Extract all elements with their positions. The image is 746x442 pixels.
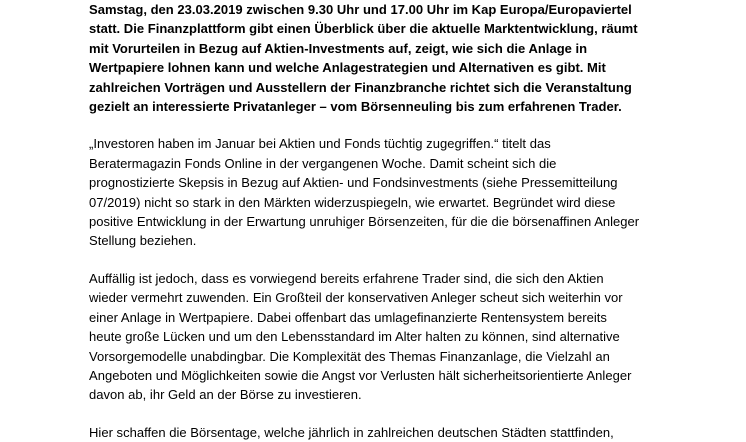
body-line: 07/2019) nicht so stark in den Märkten widerzuspiegeln, wie erwartet. Begründet wird diese (89, 194, 616, 210)
body-paragraph-boersentage (89, 423, 699, 442)
paragraph-spacer (89, 251, 699, 269)
intro-line: Wertpapiere lohnen kann und welche Anlagestrategien und Alternativen es gibt. Mit (89, 60, 606, 76)
body-line: heute große Lücken und um den Lebensstandard im Alter halten zu können, sind alternative (89, 329, 620, 345)
intro-paragraph (89, 0, 699, 116)
body-paragraph-investors (89, 134, 699, 250)
paragraph-spacer (89, 116, 699, 134)
body-line: wieder vermehrt zuwenden. Ein Großteil der konservativen Anleger scheut sich weiterhin vor (89, 290, 623, 306)
intro-line: mit Vorurteilen in Bezug auf Aktien-Investments auf, zeigt, wie sich die Anlage in (89, 40, 588, 56)
document-page (89, 0, 699, 442)
intro-line: Samstag, den 23.03.2019 zwischen 9.30 Uhr und 17.00 Uhr im Kap Europa/Europaviertel (89, 2, 632, 17)
paragraph-spacer (89, 405, 699, 423)
body-line: Stellung beziehen. (89, 233, 197, 249)
body-paragraph-traders (89, 269, 699, 405)
body-line: einer Anlage in Wertpapiere. Dabei offenbart das umlagefinanzierte Rentensystem bereits (89, 309, 607, 325)
body-line: Hier schaffen die Börsentage, welche jährlich in zahlreichen deutschen Städten stattfinden, (89, 424, 614, 440)
intro-line: zahlreichen Vorträgen und Ausstellern der Finanzbranche richtet sich die Veranstaltung (89, 79, 632, 95)
intro-line: gezielt an interessierte Privatanleger – vom Börsenneuling bis zum erfahrenen Trader. (89, 99, 622, 115)
intro-line: statt. Die Finanzplattform gibt einen Überblick über die aktuelle Marktentwicklung, räumt (89, 21, 638, 37)
body-line: davon ab, ihr Geld an der Börse zu investieren. (89, 387, 362, 403)
body-line: „Investoren haben im Januar bei Aktien und Fonds tüchtig zugegriffen.“ titelt das (89, 136, 551, 152)
body-line: prognostizierte Skepsis in Bezug auf Aktien- und Fondsinvestments (siehe Pressemitteilung (89, 175, 618, 191)
body-line: Vorsorgemodelle unabdingbar. Die Komplexität des Themas Finanzanlage, die Vielzahl an (89, 348, 610, 364)
body-line: Auffällig ist jedoch, dass es vorwiegend bereits erfahrene Trader sind, die sich den Aktien (89, 270, 604, 286)
body-line: Angeboten und Möglichkeiten sowie die Angst vor Verlusten hält sicherheitsorientierte Anleger (89, 367, 632, 383)
body-line: positive Entwicklung in der Erwartung unruhiger Börsenzeiten, für die die börsenaffinen Anleger (89, 214, 640, 230)
body-line: Beratermagazin Fonds Online in der vergangenen Woche. Damit scheint sich die (89, 155, 557, 171)
